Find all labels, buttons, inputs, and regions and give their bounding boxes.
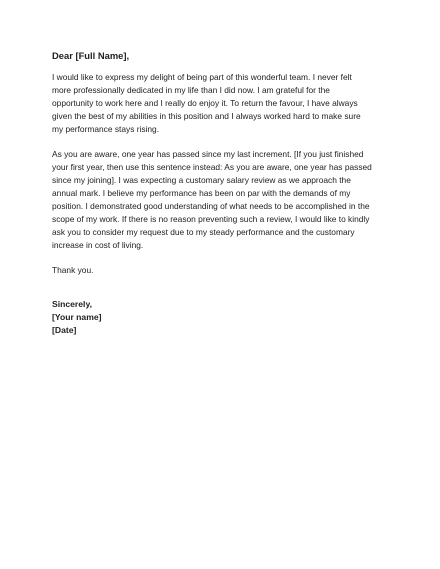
text-line: scope of my work. If there is no reason preventing such a review, I would like to kindly [52,214,370,224]
text-line: As you are aware, one year has passed since my last increment. [If you just finished [52,149,364,159]
letter-date: [Date] [52,325,77,335]
paragraph-1 [52,71,392,136]
signer-name: [Your name] [52,312,102,322]
text-line: I would like to express my delight of being part of this wonderful team. I never felt [52,72,352,82]
text-line: my performance stays rising. [52,124,160,134]
text-line: increase in cost of living. [52,240,144,250]
thanks-line: Thank you. [52,265,94,275]
text-line: position. I demonstrated good understanding of what needs to be accomplished in the [52,201,370,211]
letter-page [52,48,392,337]
text-line: more professionally dedicated in my life than I did now. I am grateful for the [52,85,330,95]
paragraph-2 [52,148,392,252]
text-line: your first year, then use this sentence instead: As you are aware, one year has passed [52,162,372,172]
text-line: since my joining]. I was expecting a customary salary review as we approach the [52,175,351,185]
text-line: opportunity to work here and I really do enjoy it. To return the favour, I have always [52,98,358,108]
closing-block [52,298,392,337]
salutation: Dear [Full Name], [52,50,130,61]
text-line: ask you to consider my request due to my steady performance and the customary [52,227,355,237]
text-line: annual mark. I believe my performance has been on par with the demands of my [52,188,351,198]
text-line: given the best of my abilities in this position and I always worked hard to make sure [52,111,361,121]
signoff: Sincerely, [52,299,92,309]
